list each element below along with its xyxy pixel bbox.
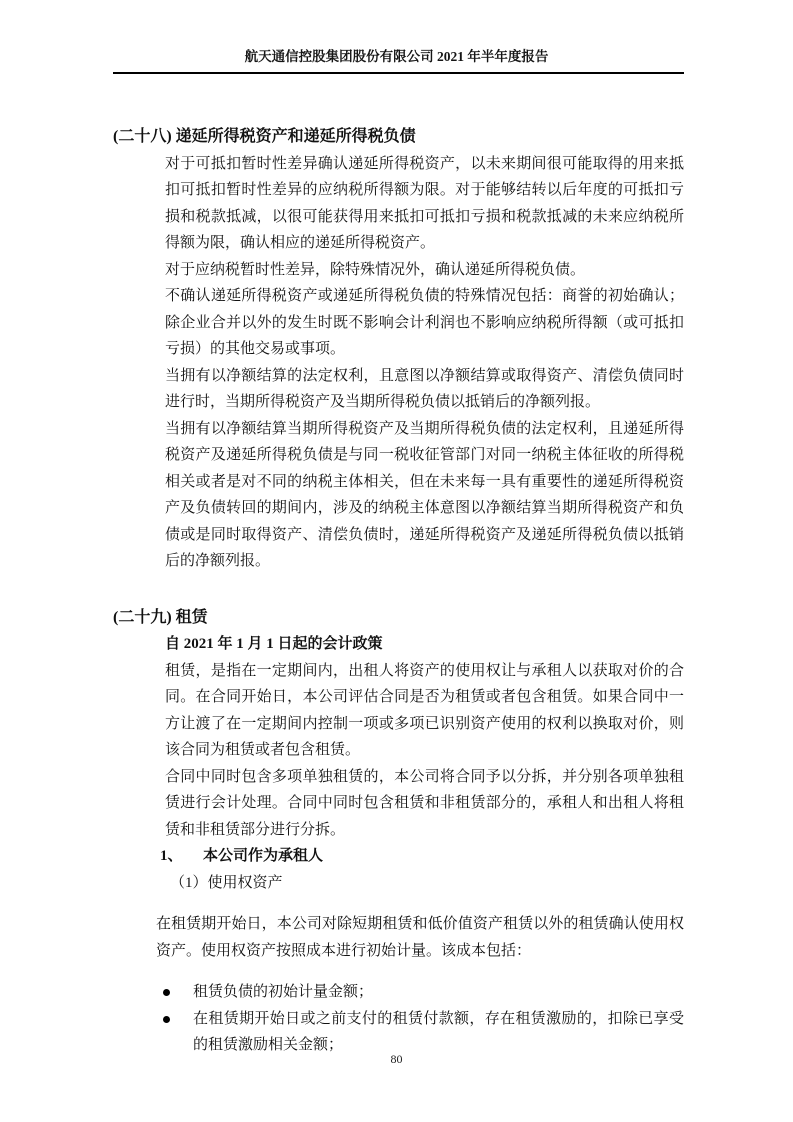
section-heading: (二十九) 租赁 bbox=[113, 608, 208, 626]
sub-paragraph: 在租赁期开始日，本公司对除短期租赁和低价值资产租赁以外的租赁确认使用权资产。使用权资产按照成本进行初始计量。该成本包括： bbox=[156, 916, 684, 959]
item-label: 本公司作为承租人 bbox=[203, 848, 324, 864]
bullet-text: 租赁负债的初始计量金额； bbox=[193, 984, 374, 1000]
accounting-policy-subheading: 自 2021 年 1 月 1 日起的会计政策 bbox=[165, 636, 383, 652]
section-leases bbox=[113, 605, 684, 1059]
paragraph: 租赁，是指在一定期间内，出租人将资产的使用权让与承租人以获取对价的合同。在合同开始日，本公司评估合同是否为租赁或者包含租赁。如果合同中一方让渡了在一定期间内控制一项或多项已识别资产使用的权利以换取对价，则该合同为租赁或者包含租赁。 bbox=[165, 662, 684, 758]
item-number: 1、 bbox=[160, 848, 183, 864]
bullet-text: 在租赁期开始日或之前支付的租赁付款额，存在租赁激励的，扣除已享受的租赁激励相关金额； bbox=[193, 1010, 684, 1053]
page-content bbox=[0, 124, 793, 1059]
section-heading: (二十八) 递延所得税资产和递延所得税负债 bbox=[113, 128, 416, 145]
bullet-dot-icon bbox=[163, 1016, 170, 1023]
paragraph: 对于可抵扣暂时性差异确认递延所得税资产，以未来期间很可能取得的用来抵扣可抵扣暂时性差异的应纳税所得额为限。对于能够结转以后年度的可抵扣亏损和税款抵减，以很可能获得用来抵扣可抵扣亏损和税款抵减的未来应纳税所得额为限，确认相应的递延所得税资产。 bbox=[165, 155, 684, 251]
bullet-dot-icon bbox=[163, 989, 170, 996]
header-title: 航天通信控股集团股份有限公司 2021 年半年度报告 bbox=[244, 49, 549, 64]
paragraph: 当拥有以净额结算当期所得税资产及当期所得税负债的法定权利，且递延所得税资产及递延所得税负债是与同一税收征管部门对同一纳税主体征收的所得税相关或者是对不同的纳税主体相关，但在未来每一具有重要性的递延所得税资产及负债转回的期间内，涉及的纳税主体意图以净额结算当期所得税资产和负债或是同时取得资产、清偿负债时，递延所得税资产及递延所得税负债以抵销后的净额列报。 bbox=[165, 420, 684, 569]
page-footer bbox=[0, 1052, 793, 1067]
paragraph: 对于应纳税暂时性差异，除特殊情况外，确认递延所得税负债。 bbox=[165, 261, 586, 278]
sub-item-heading: （1）使用权资产 bbox=[170, 874, 283, 891]
page-header bbox=[0, 0, 793, 66]
header-rule bbox=[113, 72, 684, 74]
paragraph: 不确认递延所得税资产或递延所得税负债的特殊情况包括：商誉的初始确认；除企业合并以外的发生时既不影响会计利润也不影响应纳税所得额（或可抵扣亏损）的其他交易或事项。 bbox=[165, 288, 684, 357]
bullet-item bbox=[163, 1006, 684, 1059]
section-deferred-tax bbox=[113, 124, 684, 575]
bullet-item bbox=[163, 979, 684, 1006]
paragraph: 合同中同时包含多项单独租赁的，本公司将合同予以分拆，并分别各项单独租赁进行会计处理。合同中同时包含租赁和非租赁部分的，承租人和出租人将租赁和非租赁部分进行分拆。 bbox=[165, 768, 684, 838]
paragraph: 当拥有以净额结算的法定权利，且意图以净额结算或取得资产、清偿负债同时进行时，当期所得税资产及当期所得税负债以抵销后的净额列报。 bbox=[165, 367, 684, 410]
bullet-list bbox=[113, 979, 684, 1059]
numbered-item bbox=[160, 843, 684, 870]
page-number: 80 bbox=[390, 1052, 403, 1066]
